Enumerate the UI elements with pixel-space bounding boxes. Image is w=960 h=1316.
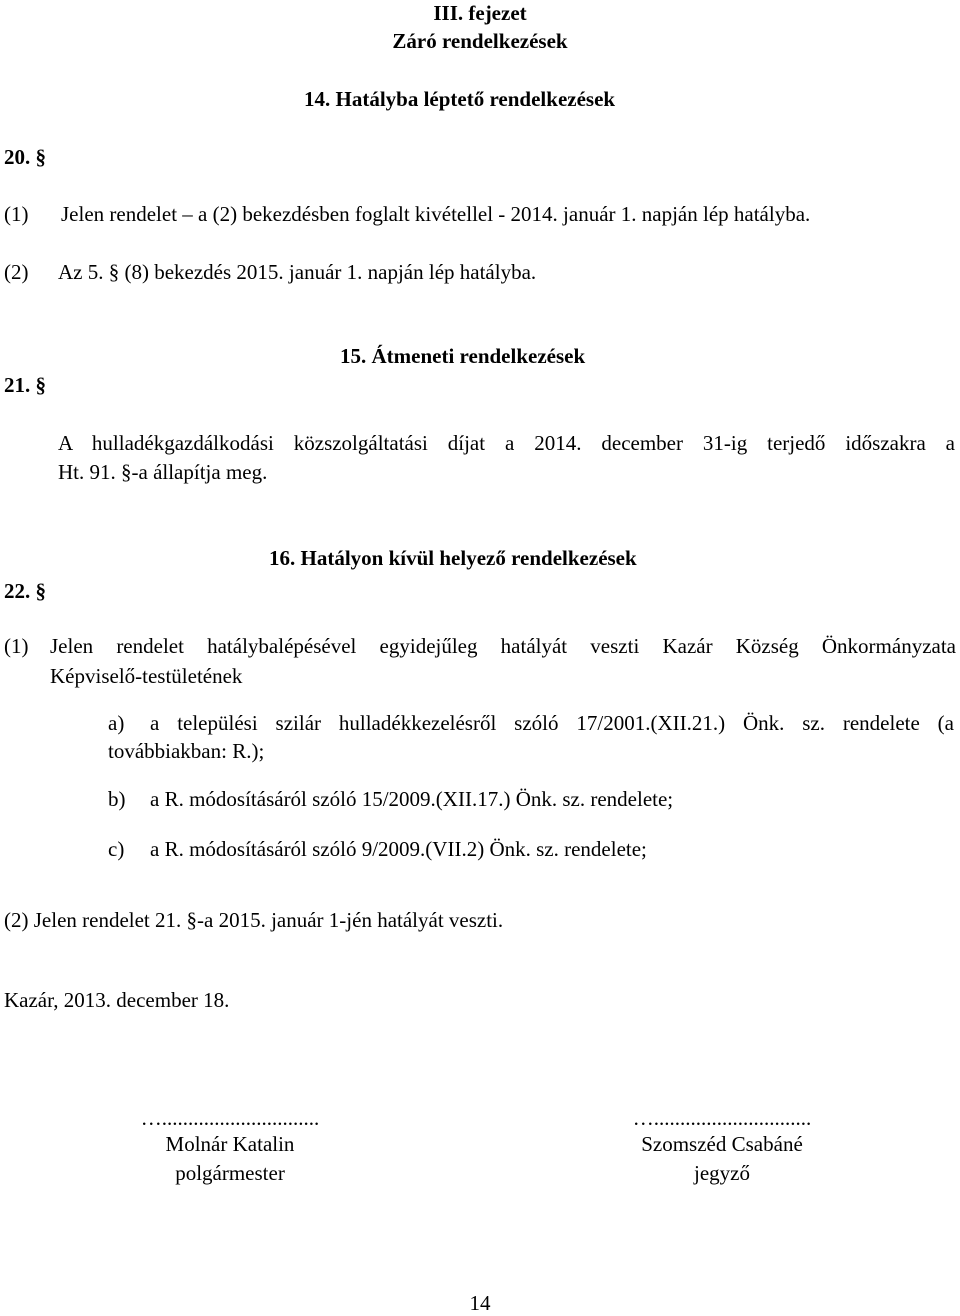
mayor-name: Molnár Katalin: [165, 1132, 295, 1156]
par22-p1-line1: Jelen rendelet hatálybalépésével egyidejűleg hatályát veszti Kazár Község Önkormányzata: [50, 634, 956, 658]
page-number: 14: [469, 1291, 491, 1315]
section-14-heading: 14. Hatályba léptető rendelkezések: [304, 87, 616, 111]
par22-p1-number: (1): [4, 634, 29, 658]
chapter-number: III. fejezet: [433, 1, 527, 25]
mayor-title: polgármester: [175, 1161, 285, 1185]
list-item-b-label: b): [108, 787, 126, 811]
par22-p1-line2: Képviselő-testületének: [50, 664, 243, 688]
par20-p1-number: (1): [4, 202, 29, 226]
section-15-heading: 15. Átmeneti rendelkezések: [340, 344, 586, 368]
paragraph-21-number: 21. §: [4, 373, 46, 397]
section-16-heading: 16. Hatályon kívül helyező rendelkezések: [269, 546, 637, 570]
list-item-c-label: c): [108, 837, 125, 861]
par20-p2-text: Az 5. § (8) bekezdés 2015. január 1. napján lép hatályba.: [58, 260, 537, 284]
par21-text-line2: Ht. 91. §-a állapítja meg.: [58, 460, 268, 484]
place-date: Kazár, 2013. december 18.: [4, 988, 230, 1012]
list-item-b-text: a R. módosításáról szóló 15/2009.(XII.17.) Önk. sz. rendelete;: [150, 787, 674, 811]
list-item-a-line1: a települési szilár hulladékkezelésről szóló 17/2001.(XII.21.) Önk. sz. rendelete (a: [150, 711, 954, 735]
paragraph-20-number: 20. §: [4, 145, 46, 169]
signature-line-notary: …..............................: [632, 1106, 812, 1130]
chapter-title: Záró rendelkezések: [392, 29, 568, 53]
signature-line-mayor: …..............................: [140, 1106, 320, 1130]
par22-p2-text: (2) Jelen rendelet 21. §-a 2015. január 1-jén hatályát veszti.: [4, 908, 504, 932]
paragraph-22-number: 22. §: [4, 579, 46, 603]
notary-title: jegyző: [694, 1161, 750, 1185]
list-item-a-line2: továbbiakban: R.);: [108, 739, 265, 763]
par20-p2-number: (2): [4, 260, 29, 284]
par20-p1-text: Jelen rendelet – a (2) bekezdésben foglalt kivétellel - 2014. január 1. napján lép hatályba.: [61, 202, 811, 226]
par21-text-line1: A hulladékgazdálkodási közszolgáltatási díjat a 2014. december 31-ig terjedő időszakra a: [58, 431, 955, 455]
list-item-c-text: a R. módosításáról szóló 9/2009.(VII.2) Önk. sz. rendelete;: [150, 837, 647, 861]
notary-name: Szomszéd Csabáné: [641, 1132, 803, 1156]
list-item-a-label: a): [108, 711, 125, 735]
